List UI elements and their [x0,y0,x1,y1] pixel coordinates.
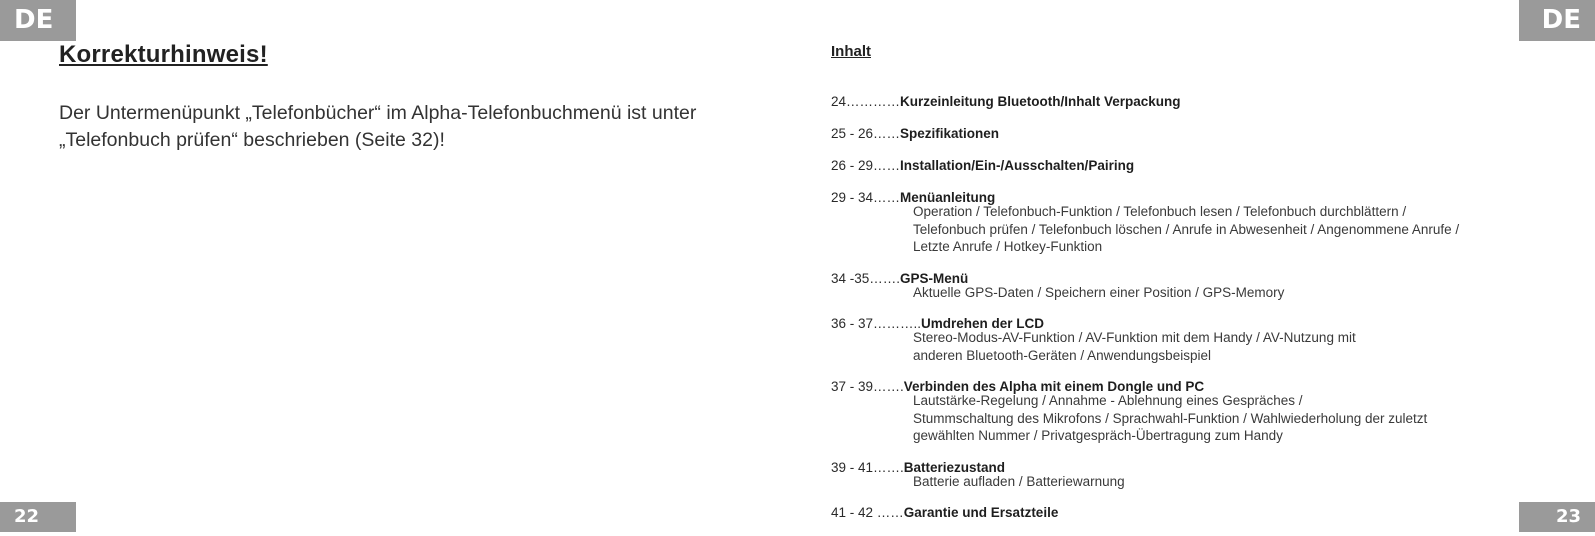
toc-subtopic-line: Letzte Anrufe / Hotkey-Funktion [913,239,1103,254]
toc-entry [831,459,1571,491]
toc-entry-title: Spezifikationen [900,126,1000,141]
toc-entry [831,189,1571,256]
toc-entry-subtopics [913,392,1571,445]
notice-title: Korrekturhinweis! [59,41,268,68]
toc-entry-title: Verbinden des Alpha mit einem Dongle und PC [903,379,1205,394]
toc-subtopic-line: Telefonbuch prüfen / Telefonbuch löschen / Anrufe in Abwesenheit / Angenommene Anrufe / [913,221,1460,237]
toc-subtopic-line: anderen Bluetooth-Geräten / Anwendungsbeispiel [913,347,1211,363]
toc-entry-subtopics [913,203,1571,256]
toc-entry-title: Installation/Ein-/Ausschalten/Pairing [900,158,1135,173]
table-of-contents [831,93,1571,536]
toc-entry [831,378,1571,445]
toc-subtopic-line: Operation / Telefonbuch-Funktion / Telefonbuch lesen / Telefonbuch durchblättern / [913,204,1407,219]
toc-entry-line [831,157,1571,175]
language-tab-left: DE [0,0,76,41]
toc-subtopic-line: Batterie aufladen / Batteriewarnung [913,473,1125,489]
toc-entry-title: Batteriezustand [903,459,1006,475]
page-number-right: 23 [1519,502,1595,532]
toc-entry-title: Menüanleitung [900,190,996,205]
toc-subtopic-line: gewählten Nummer / Privatgespräch-Übertragung zum Handy [913,428,1283,443]
toc-entry [831,157,1571,175]
toc-subtopic-line: Stummschaltung des Mikrofons / Sprachwahl-Funktion / Wahlwiederholung der zuletzt [913,410,1428,426]
toc-entry-pages: 34 -35……. [831,270,901,286]
toc-entry [831,93,1571,111]
toc-entry-pages: 24………… [831,94,901,109]
notice-body [59,100,759,154]
toc-entry-pages: 41 - 42 …… [831,505,904,520]
toc-entry-title: Garantie und Ersatzteile [903,505,1059,520]
toc-entry [831,270,1571,302]
toc-entry-pages: 26 - 29…… [831,158,901,173]
toc-entry-pages: 29 - 34…… [831,190,901,205]
language-tab-right: DE [1519,0,1595,41]
toc-heading: Inhalt [831,43,871,60]
toc-entry-pages: 36 - 37……….. [831,316,922,331]
toc-entry-pages: 37 - 39……. [831,379,904,394]
toc-entry [831,315,1571,364]
toc-entry-title: GPS-Menü [900,270,969,286]
toc-entry [831,504,1571,522]
toc-entry-line [831,125,1571,143]
page-number-left: 22 [0,502,76,532]
toc-subtopic-line: Stereo-Modus-AV-Funktion / AV-Funktion mit dem Handy / AV-Nutzung mit [913,330,1356,345]
toc-entry-subtopics [913,329,1571,364]
toc-entry-title: Kurzeinleitung Bluetooth/Inhalt Verpackung [900,94,1181,109]
toc-entry-title: Umdrehen der LCD [921,316,1045,331]
toc-entry-pages: 25 - 26…… [831,126,901,141]
toc-entry-subtopics [913,473,1571,491]
toc-entry-line [831,93,1571,111]
toc-subtopic-line: Lautstärke-Regelung / Annahme - Ablehnung eines Gespräches / [913,393,1303,408]
toc-entry-pages: 39 - 41……. [831,459,904,475]
toc-subtopic-line: Aktuelle GPS-Daten / Speichern einer Position / GPS-Memory [913,284,1285,300]
notice-line: „Telefonbuch prüfen“ beschrieben (Seite 32)! [59,129,445,151]
notice-line: Der Untermenüpunkt „Telefonbücher“ im Alpha-Telefonbuchmenü ist unter [59,102,697,124]
toc-entry [831,125,1571,143]
toc-entry-line [831,504,1571,522]
toc-entry-subtopics [913,284,1571,302]
